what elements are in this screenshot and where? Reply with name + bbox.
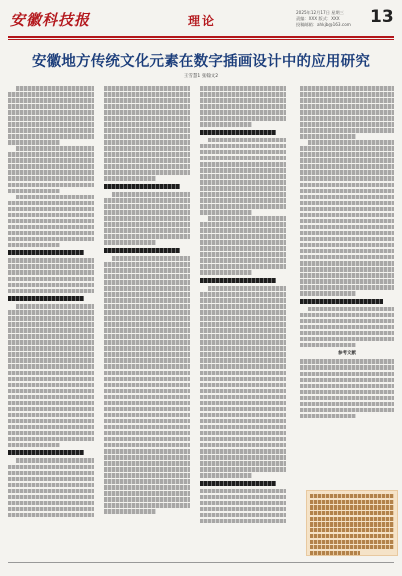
section-heading — [300, 299, 383, 304]
text-column-3 — [200, 86, 286, 525]
page-number: 13 — [370, 7, 394, 27]
section-heading — [8, 296, 84, 301]
header-rule — [8, 36, 394, 38]
section-heading — [8, 250, 84, 255]
issue-editor: 责编：XXX 版式：XXX — [296, 16, 340, 21]
references-heading: 参考文献 — [338, 351, 356, 357]
section-heading — [104, 184, 180, 189]
section-heading — [200, 481, 276, 486]
issue-email: 投稿邮箱：ahkjb@163.com — [296, 22, 351, 27]
section-heading — [200, 130, 276, 135]
header-rule-thin — [8, 39, 394, 40]
section-heading — [8, 450, 84, 455]
issue-meta — [296, 10, 351, 28]
masthead — [0, 0, 402, 40]
issue-date: 2025年12月17日 星期三 — [296, 10, 344, 15]
section-title: 理论 — [188, 14, 217, 28]
text-column-2 — [104, 86, 190, 515]
author-bio-box — [306, 490, 398, 556]
section-heading — [200, 278, 276, 283]
footer-rule — [8, 562, 394, 563]
section-heading — [104, 248, 180, 253]
text-column-1 — [8, 86, 94, 519]
newspaper-logo: 安徽科技报 — [10, 11, 91, 29]
text-column-4 — [300, 86, 394, 420]
article-byline: 王雪慧1 张翰文2 — [183, 74, 219, 79]
article-title: 安徽地方传统文化元素在数字插画设计中的应用研究 — [31, 53, 371, 70]
